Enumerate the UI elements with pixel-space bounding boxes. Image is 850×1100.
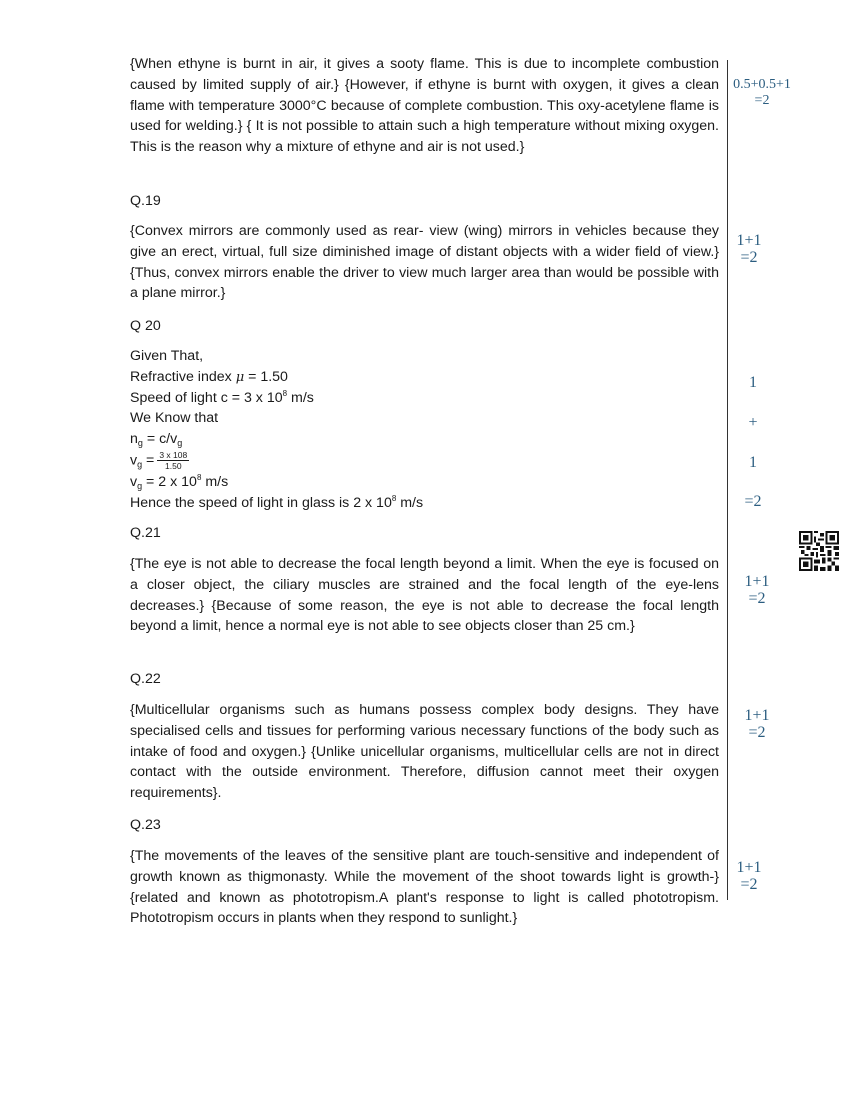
q20-vg-result: $v_g = 2$ x $10^8$ m/s [130, 472, 229, 491]
q19-label: Q.19 [130, 193, 161, 209]
q18-answer: {When ethyne is burnt in air, it gives a sooty flame. This is due to incomplete combustion caused by limited supply of air.} {However, if ethyne is burnt with oxygen, it gives a clean flame with temperature 3000°C because of complete combustion. This oxy-acetylene flame is used for welding.} { It is not possible to attain such a high temperature without mixing oxygen. This is the reason why a mixture of ethyne and air is not used.} [130, 56, 719, 156]
q23-answer: {The movements of the leaves of the sensitive plant are touch-sensitive and independent of growth known as thigmonasty. While the movement of the shoot towards light is growth-} {related and known as phototropism.A plant's response to light is called phototropism. Phototropism occurs in plants when they respond to sunlight.} [130, 848, 719, 927]
q19-answer: {Convex mirrors are commonly used as rear- view (wing) mirrors in vehicles because they give an erect, virtual, full size diminished image of distant objects with a wider field of view.} {Thus, convex mirrors enable the driver to view much larger area than would be possible with a plane mirror.} [130, 223, 719, 302]
q20-marks-2: 1 [749, 454, 757, 471]
fraction: $\frac{3 x 108}{1.50}$ [159, 449, 188, 471]
q20-we-know: We Know that [130, 410, 219, 427]
q22-label: Q.22 [130, 671, 161, 687]
q20-given: Given That, [130, 348, 204, 364]
q19-marks: 1+1 =2 [736, 232, 762, 266]
q21-marks: 1+1 =2 [744, 573, 770, 607]
q23-marks: 1+1 =2 [736, 859, 762, 893]
q20-hence: Hence the speed of light in glass is 2 x $10^8$ m/s [130, 493, 424, 511]
q20-marks-total: =2 [744, 493, 762, 510]
q22-marks: 1+1 =2 [744, 707, 770, 741]
q20-refractive-index: Refractive index μ = 1.50 [130, 368, 288, 385]
q21-label: Q.21 [130, 525, 161, 541]
q22-answer: {Multicellular organisms such as humans possess complex body designs. They have specialised cells and tissues for performing various necessary functions of the body such as intake of food and oxygen.} {Unlike unicellular organisms, multicellular cells are not in direct contact with the outside environment. Therefore, diffusion cannot meet their oxygen requirements}. [130, 702, 719, 802]
q20-label: Q 20 [130, 318, 161, 334]
q20-marks-plus: + [748, 414, 758, 431]
q20-vg-fraction: $v_g$ = $\frac{3 x 108}{1.50}$ [130, 449, 188, 471]
marks-divider-line [727, 60, 728, 900]
q20-ng-formula: $n_g = c/v_g$ [130, 431, 183, 449]
q20-marks-1: 1 [749, 374, 757, 391]
q18-marks: 0.5+0.5+1 =2 [733, 77, 791, 108]
q23-label: Q.23 [130, 817, 161, 833]
qr-code-icon [799, 531, 839, 571]
q20-speed-of-light: Speed of light c = 3 x $10^8$ m/s [130, 388, 314, 406]
q21-answer: {The eye is not able to decrease the focal length beyond a limit. When the eye is focused on a closer object, the ciliary muscles are strained and the focal length of the eye-lens decreases.} {Because of some reason, the eye is not able to decrease the focal length beyond a limit, hence a normal eye is not able to see objects closer than 25 cm.} [130, 556, 719, 635]
q20-solution [130, 346, 423, 514]
